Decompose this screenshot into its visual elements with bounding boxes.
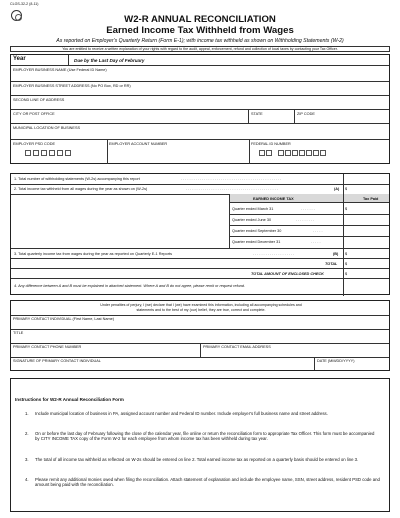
total-field[interactable]: [343, 258, 389, 268]
city-label: CITY OR POST OFFICE: [13, 112, 55, 116]
psd-label: EMPLOYER PSD CODE: [13, 142, 55, 146]
line-2-field[interactable]: [343, 184, 389, 194]
name-label: EMPLOYER BUSINESS NAME (Use Federal ID Name): [13, 68, 107, 72]
instruction-3-number: 3.: [25, 457, 29, 462]
instructions-section: [10, 378, 390, 512]
line-2-code: (A): [334, 187, 340, 191]
form-title: W2-R ANNUAL RECONCILIATION: [124, 14, 276, 25]
total-label: TOTAL: [325, 262, 338, 266]
due-date: Due by the Last Day of February: [74, 58, 145, 63]
quarter-2-field[interactable]: [343, 214, 389, 225]
line-1-field[interactable]: [343, 174, 389, 184]
instruction-1-text: Include municipal location of business in PA, assigned account number and Federal ID number. Include employer's full business name and street address.: [35, 411, 328, 416]
quarter-3-label: Quarter ended September 30: [232, 229, 282, 233]
rights-notice: You are entitled to receive a written explanation of your rights with regard to the audit, appeal, enforcement, refund and collection of local taxes by contacting your Tax Officer.: [10, 46, 390, 52]
year-label: Year: [13, 56, 26, 62]
enclosed-field[interactable]: [343, 268, 389, 278]
quarter-1-label: Quarter ended March 31: [232, 207, 274, 211]
address2-field[interactable]: [11, 96, 389, 110]
col-paid: Tax Paid: [363, 197, 379, 201]
municipal-label: MUNICIPAL LOCATION OF BUSINESS: [13, 126, 81, 130]
quarter-1-dollar: $: [345, 207, 348, 211]
employer-section: [10, 54, 390, 164]
form-note: As reported on Employer's Quarterly Return (Form E-1); with income tax withheld as shown on Withholding Statements (W-2): [56, 38, 344, 44]
line-3-label: 3. Total quarterly income tax from wages during the year as reported on Quarterly E-1 Reports: [14, 252, 172, 256]
reconciliation-section: 1. Total number of withholding statements (W-2s) accompanying this report . . . . . . . . . . . . . . . . . . . . . . . . . . . . . . . . . . . . . . . . . . . . . . . . 2. Total income tax withheld from all wages during the year as shown on (W-2s) . . . . . . . . . . . . . . . . . . . . . . . . . . . . . . . . . . . . . . . . . . . . (A) $ EARNED INCOME TAX Tax Paid Quarter ended March 31 . . . . . . . $ Quarter ended June 30 . . . . . . . . . Quarter ended September 30 . . . . . Quarter ended December 31 . . . . . 3. Total quarterly income tax from wages during the year as reported on Quarterly E-1 Reports . . . . . . . . . . . . . . . . . . . . (B) $ TOTAL $ TOTAL AMOUNT OF ENCLOSED CHECK $ 4. Any difference between A and B must be explained in attached statement. Where A and B do not agree, please remit or request refund.: [10, 173, 390, 295]
col-eit: EARNED INCOME TAX: [253, 197, 294, 201]
phone-field[interactable]: [11, 343, 201, 357]
instruction-1-number: 1.: [25, 411, 29, 416]
instruction-3-text: The total of all income tax withheld as reflected on W-2s should be entered on line 2. Total earned income tax as reported on a quarterly basis should be entered on line 3.: [35, 457, 359, 462]
enclosed-label: TOTAL AMOUNT OF ENCLOSED CHECK: [251, 272, 324, 276]
line-1-label: 1. Total number of withholding statements (W-2s) accompanying this report: [14, 177, 140, 181]
instruction-4-text: Please remit any additional monies owed when filing the reconciliation. Attach statement of explanation and include the employee name, SSN, street address, resident PSD code and amount being paid with the reconciliation.: [35, 477, 380, 488]
total-dollar: $: [345, 262, 348, 266]
instruction-4-number: 4.: [25, 477, 29, 482]
email-label: PRIMARY CONTACT EMAIL ADDRESS: [203, 345, 271, 349]
title-label: TITLE: [13, 331, 24, 335]
line-2-dollar: $: [345, 187, 348, 191]
federal-label: FEDERAL ID NUMBER: [251, 142, 291, 146]
quarter-2-label: Quarter ended June 30: [232, 218, 272, 222]
date-label: DATE (MM/DD/YYYY): [317, 359, 355, 363]
instruction-2-text: On or before the last day of February following the close of the calendar year, file online or return the reconciliation form to appropriate Tax Officer. This form must be accompanied by CITY INCOME TAX copy of the Form W-2 for each employee from whom income tax has been withheld during tax year.: [35, 431, 375, 442]
instructions-title: Instructions for W2-R Annual Reconciliation Form: [15, 397, 124, 402]
perjury-statement: Under penalties of perjury, I (we) declare that I (we) have examined this information, including all accompanying schedules and statements and to the best of my (our) belief, they are true, correct and complete.: [100, 303, 302, 312]
contact-label: PRIMARY CONTACT INDIVIDUAL (First Name, Last Name): [13, 317, 115, 321]
quarter-3-field[interactable]: [343, 225, 389, 236]
line-3-field[interactable]: [343, 248, 389, 258]
signature-field[interactable]: [11, 357, 315, 370]
line-3-code: (B): [333, 252, 339, 256]
state-label: STATE: [251, 112, 263, 116]
line-2-label: 2. Total income tax withheld from all wages during the year as shown on (W-2s): [14, 187, 148, 191]
signature-section: [10, 300, 390, 371]
line-4-label: 4. Any difference between A and B must be explained in attached statement. Where A and B do not agree, please remit or request refund.: [14, 284, 246, 288]
address-label: EMPLOYER BUSINESS STREET ADDRESS (No PO Box, RD or RR): [13, 84, 131, 88]
account-number-field[interactable]: [107, 140, 249, 164]
date-field[interactable]: [315, 357, 389, 370]
form-code: CLGS-32-2 (8-11): [10, 2, 39, 6]
federal-id-boxes[interactable]: [249, 140, 389, 164]
quarter-1-field[interactable]: [343, 203, 389, 214]
quarter-4-field[interactable]: [343, 236, 389, 248]
zip-label: ZIP CODE: [297, 112, 315, 116]
address2-label: SECOND LINE OF ADDRESS: [13, 98, 65, 102]
psd-code-boxes[interactable]: [11, 140, 107, 164]
title-field[interactable]: [11, 329, 389, 343]
year-field[interactable]: [11, 55, 69, 66]
form-subtitle: Earned Income Tax Withheld from Wages: [106, 25, 294, 36]
street-address-field[interactable]: [11, 82, 389, 96]
business-name-field[interactable]: [11, 66, 389, 82]
sig-label: SIGNATURE OF PRIMARY CONTACT INDIVIDUAL: [13, 359, 101, 363]
phone-label: PRIMARY CONTACT PHONE NUMBER: [13, 345, 82, 349]
enclosed-dollar: $: [345, 272, 348, 276]
contact-name-field[interactable]: [11, 315, 389, 329]
line-3-dollar: $: [345, 252, 348, 256]
quarter-4-label: Quarter ended December 31: [232, 240, 281, 244]
municipal-field[interactable]: [11, 124, 389, 140]
email-field[interactable]: [201, 343, 389, 357]
instruction-2-number: 2.: [25, 431, 29, 436]
account-label: EMPLOYER ACCOUNT NUMBER: [109, 142, 168, 146]
